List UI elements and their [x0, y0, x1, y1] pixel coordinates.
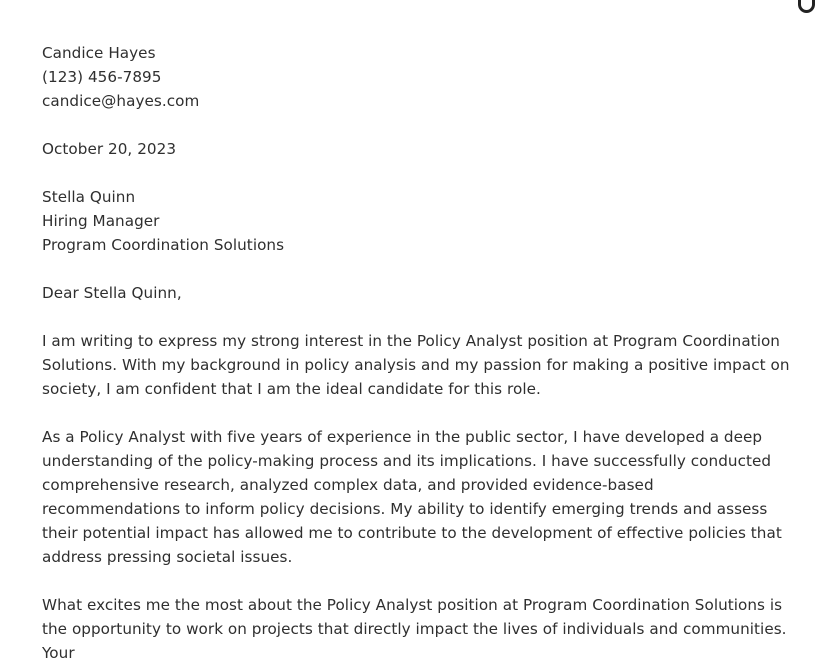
spacer	[42, 113, 794, 137]
sender-name: Candice Hayes	[42, 44, 156, 62]
body-paragraph-1: I am writing to express my strong interest in the Policy Analyst position at Program Coordination Solutions. With my background in policy analysis and my passion for making a positive impact on society, I am confident that I am the ideal candidate for this role.	[42, 332, 790, 398]
salutation: Dear Stella Quinn,	[42, 284, 182, 302]
body-paragraph-3: What excites me the most about the Policy Analyst position at Program Coordination Solutions is the opportunity to work on projects that directly impact the lives of individuals and communities. Your	[42, 596, 787, 662]
sender-phone: (123) 456-7895	[42, 68, 162, 86]
recipient-title: Hiring Manager	[42, 212, 160, 230]
spacer	[42, 257, 794, 281]
recipient-company: Program Coordination Solutions	[42, 236, 285, 254]
letter-date: October 20, 2023	[42, 140, 177, 158]
spacer	[42, 305, 794, 329]
spacer	[42, 569, 794, 593]
cover-letter	[42, 41, 794, 665]
spacer	[42, 401, 794, 425]
cursor-icon	[798, 0, 815, 13]
spacer	[42, 161, 794, 185]
body-paragraph-2: As a Policy Analyst with five years of experience in the public sector, I have developed a deep understanding of the policy-making process and its implications. I have successfully conducted comprehensive research, analyzed complex data, and provided evidence-based recommendations to inform policy decisions. My ability to identify emerging trends and assess their potential impact has allowed me to contribute to the development of effective policies that address pressing societal issues.	[42, 428, 782, 566]
recipient-name: Stella Quinn	[42, 188, 136, 206]
sender-email: candice@hayes.com	[42, 92, 200, 110]
